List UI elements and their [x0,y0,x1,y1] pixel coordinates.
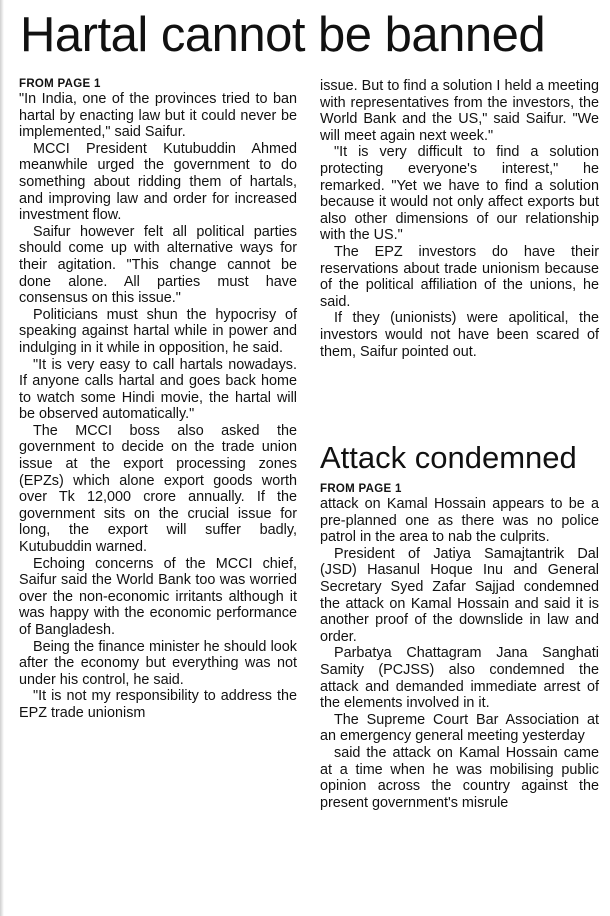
paragraph: Echoing concerns of the MCCI chief, Saifur said the World Bank too was worried over the non-economic irritants although it was happy with the economic performance of Bangladesh. [19,555,297,638]
paragraph: President of Jatiya Samajtantrik Dal (JSD) Hasanul Hoque Inu and General Secretary Syed Zafar Sajjad condemned the attack on Kamal Hossain and said it is another proof of the downslide in law and order. [320,545,599,645]
paragraph: Politicians must shun the hypocrisy of speaking against hartal while in power and indulging in it while in opposition, he said. [19,306,297,356]
headline-hartal: Hartal cannot be banned [20,8,546,62]
dateline: FROM PAGE 1 [19,78,101,90]
paragraph: "It is very difficult to find a solution protecting everyone's interest," he remarked. "Yet we have to find a solution because it would not only affect exports but also other dimensions of our relationship with the US." [320,144,599,244]
paragraph: The Supreme Court Bar Association at an emergency general meeting yesterday [320,711,599,745]
dateline: FROM PAGE 1 [320,483,402,495]
page-fold-shadow [0,0,4,916]
paragraph: "It is very easy to call hartals nowadays. If anyone calls hartal and goes back home to watch some Hindi movie, the hartal will be observed automatically." [19,356,297,423]
headline-attack-condemned: Attack condemned [320,440,577,475]
paragraph: MCCI President Kutubuddin Ahmed meanwhile urged the government to do something about ridding them of hartals, and improving law and order for increased investment flow. [19,140,297,224]
paragraph: Being the finance minister he should look after the economy but everything was not under his control, he said. [19,638,297,688]
paragraph: If they (unionists) were apolitical, the investors would not have been scared of them, Saifur pointed out. [320,310,599,360]
paragraph: attack on Kamal Hossain appears to be a pre-planned one as there was no police patrol in the area to nab the culprits. [320,496,599,546]
article-hartal-column-left [19,78,297,722]
paragraph: issue. But to find a solution I held a meeting with representatives from the investors, the World Bank and the US," said Saifur. "We will meet again next week." [320,78,599,144]
paragraph: Saifur however felt all political parties should come up with alternative ways for their agitation. "This change cannot be done alone. All parties must have consensus on this issue." [19,223,297,307]
paragraph: said the attack on Kamal Hossain came at a time when he was mobilising public opinion across the country against the present government's misrule [320,744,599,811]
article-hartal-column-right [320,78,599,360]
paragraph: The MCCI boss also asked the government to decide on the trade union issue at the export processing zones (EPZs) which alone export goods worth over Tk 12,000 crore annually. If the government sits on the crucial issue for long, the export will suffer badly, Kutubuddin warned. [19,422,297,556]
paragraph: "It is not my responsibility to address the EPZ trade unionism [19,688,297,721]
paragraph: "In India, one of the provinces tried to ban hartal by enacting law but it could never be implemented," said Saifur. [19,91,297,141]
paragraph: The EPZ investors do have their reservations about trade unionism because of the political affiliation of the unions, he said. [320,243,599,310]
paragraph: Parbatya Chattagram Jana Sanghati Samity (PCJSS) also condemned the attack and demanded immediate arrest of the elements involved in it. [320,645,599,712]
article-attack-column [320,483,599,811]
